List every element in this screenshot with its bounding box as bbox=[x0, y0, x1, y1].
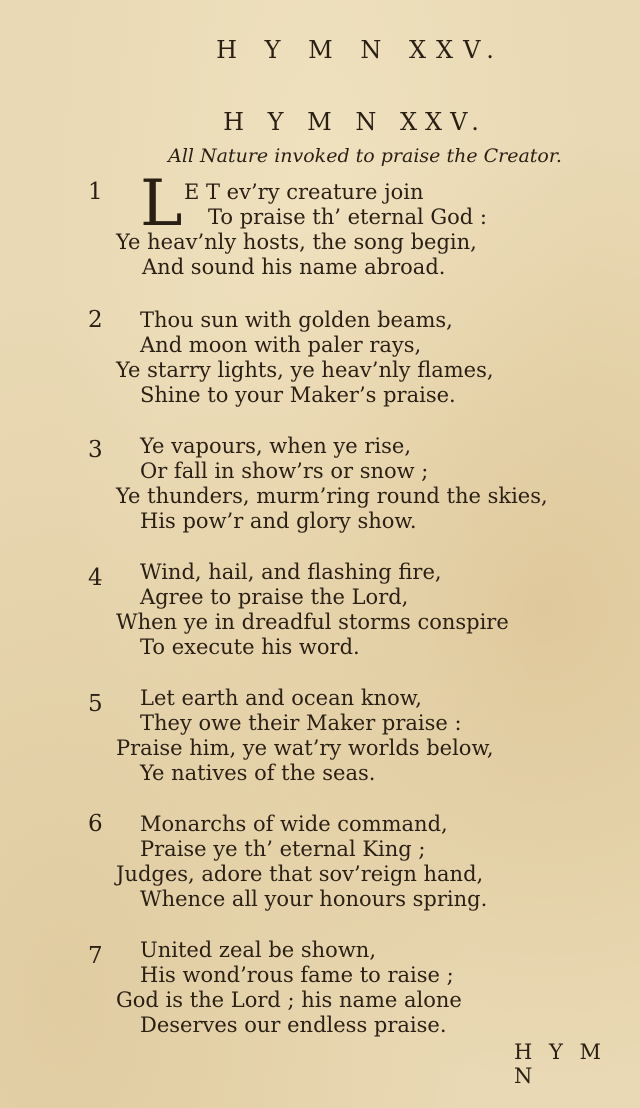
verse-line: Thou sun with golden beams, bbox=[140, 308, 453, 332]
verse-line: Monarchs of wide command, bbox=[140, 812, 448, 836]
verse-line: To praise th’ eternal God : bbox=[208, 205, 487, 229]
verse-line: Praise ye th’ eternal King ; bbox=[140, 837, 426, 861]
verse-line: Shine to your Maker’s praise. bbox=[140, 383, 456, 407]
verse-line: And moon with paler rays, bbox=[140, 333, 422, 357]
verse-line: They owe their Maker praise : bbox=[140, 711, 462, 735]
verse-line: His wond’rous fame to raise ; bbox=[140, 963, 454, 987]
verse-line: Deserves our endless praise. bbox=[140, 1013, 447, 1037]
verse-line: Praise him, ye wat’ry worlds below, bbox=[116, 736, 494, 760]
verse-line: Wind, hail, and flashing fire, bbox=[140, 560, 442, 584]
hymn-subtitle: All Nature invoked to praise the Creator. bbox=[168, 145, 562, 167]
stanza-number: 7 bbox=[88, 943, 103, 969]
verse-line: When ye in dreadful storms conspire bbox=[116, 610, 509, 634]
stanza-number: 1 bbox=[88, 179, 103, 205]
drop-cap: L bbox=[140, 167, 183, 241]
verse-line: Whence all your honours spring. bbox=[140, 887, 488, 911]
verse-line: Let earth and ocean know, bbox=[140, 686, 422, 710]
stanza-number: 2 bbox=[88, 307, 103, 333]
verse-line: Ye natives of the seas. bbox=[140, 761, 376, 785]
verse-line: Agree to praise the Lord, bbox=[140, 585, 409, 609]
verse-line: Judges, adore that sov’reign hand, bbox=[116, 862, 484, 886]
verse-line: And sound his name abroad. bbox=[142, 255, 446, 279]
verse-line: Ye starry lights, ye heav’nly flames, bbox=[116, 358, 494, 382]
verse-line: His pow’r and glory show. bbox=[140, 509, 417, 533]
catchword: H Y M N bbox=[514, 1040, 607, 1088]
verse-line: Ye thunders, murm’ring round the skies, bbox=[116, 484, 548, 508]
stanza-number: 4 bbox=[88, 565, 103, 591]
stanza-number: 5 bbox=[88, 691, 103, 717]
verse-line: To execute his word. bbox=[140, 635, 360, 659]
running-head: H Y M N XXV. bbox=[216, 36, 504, 64]
verse-line: United zeal be shown, bbox=[140, 938, 376, 962]
verse-line: Ye heav’nly hosts, the song begin, bbox=[116, 230, 477, 254]
verse-line: God is the Lord ; his name alone bbox=[116, 988, 462, 1012]
verse-line: Ye vapours, when ye rise, bbox=[140, 434, 412, 458]
stanza-number: 6 bbox=[88, 811, 103, 837]
verse-line: E T ev’ry creature join bbox=[184, 180, 424, 204]
stanza-number: 3 bbox=[88, 437, 103, 463]
verse-line: Or fall in show’rs or snow ; bbox=[140, 459, 429, 483]
hymn-title: H Y M N XXV. bbox=[223, 108, 487, 136]
